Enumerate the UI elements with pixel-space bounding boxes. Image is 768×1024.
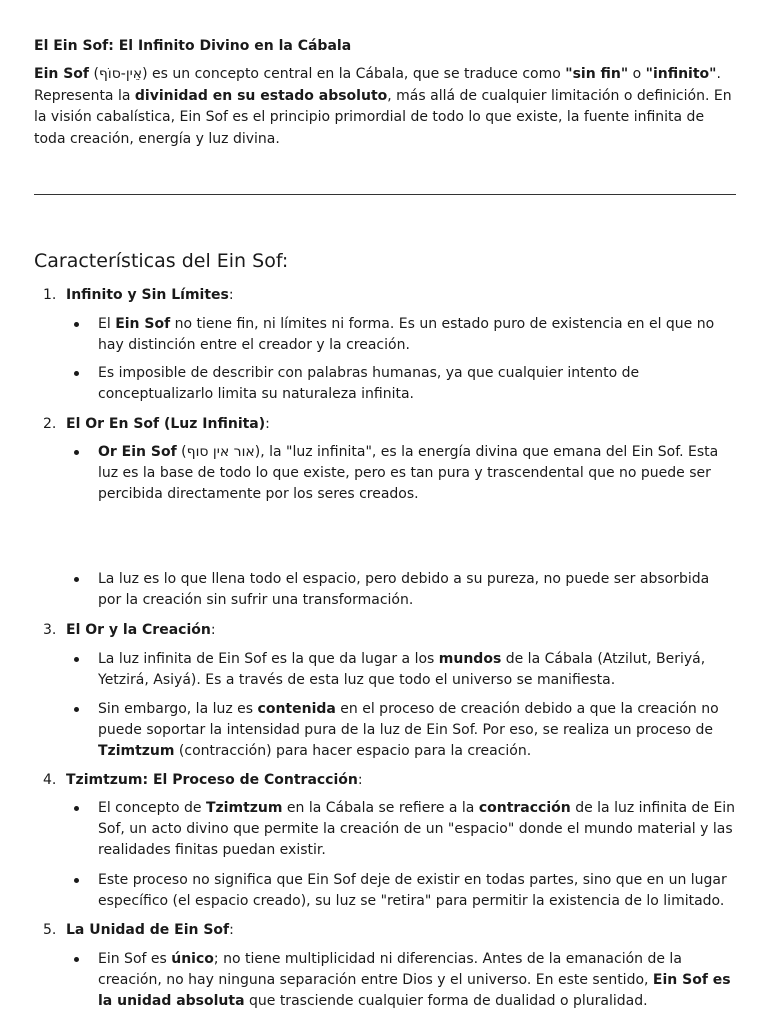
- item-title-suffix: :: [265, 416, 270, 432]
- intro-bold-ein-sof: Ein Sof: [34, 66, 89, 82]
- bullet-text-span: en la Cábala se refiere a la: [282, 800, 479, 816]
- item-title-text: Tzimtzum: El Proceso de Contracción: [66, 772, 358, 788]
- bullet-text-span: que trasciende cualquier forma de dualidad o pluralidad.: [244, 993, 648, 1009]
- item-title-suffix: :: [228, 287, 234, 303]
- bullet-text-span: (contracción) para hacer espacio para la creación.: [174, 743, 532, 759]
- bullet-text-span: de la Cábala (Atzilut, Beriyá, Yetzirá, Asiyá). Es a través de esta luz que todo el universo se manifiesta.: [98, 651, 706, 688]
- intro-bold-sin-fin: "sin fin": [565, 66, 629, 82]
- item-number: 2.: [43, 416, 57, 432]
- bullet-text: [98, 798, 736, 861]
- bullet-bold: Tzimtzum: [205, 800, 283, 816]
- bullet-text-span: ; no tiene multiplicidad ni diferencias. Antes de la emanación de la creación, no hay ninguna separación entre Dios y el universo. En este sentido,: [98, 951, 682, 988]
- bullet-dot-icon: [74, 707, 79, 712]
- bullet-bold: Or Ein Sof: [98, 444, 177, 460]
- bullet-item: [72, 870, 736, 912]
- bullet-item: [72, 363, 736, 405]
- item-title: [66, 620, 216, 640]
- bullet-dot-icon: [74, 450, 79, 455]
- bullet-text: [98, 699, 736, 762]
- bullet-dot-icon: [74, 657, 79, 662]
- intro-bold-divinidad: divinidad en su estado absoluto: [134, 87, 388, 104]
- bullet-text-span: El concepto de: [98, 800, 206, 816]
- intro-text: (אֵין-סוֹף) es un concepto central en la Cábala, que se traduce como: [89, 66, 566, 82]
- bullet-text: La luz es lo que llena todo el espacio, pero debido a su pureza, no puede ser absorbida por la creación sin sufrir una transformación.: [98, 571, 710, 608]
- item-title-suffix: :: [210, 622, 216, 638]
- bullet-item: [72, 442, 736, 505]
- item-title: [66, 285, 234, 305]
- bullet-text: Este proceso no significa que Ein Sof deje de existir en todas partes, sino que en un lugar específico (el espacio creado), su luz se "retira" para permitir la existencia de lo limitado.: [98, 872, 727, 909]
- bullet-bold: contenida: [257, 701, 336, 717]
- bullet-dot-icon: [74, 577, 79, 582]
- item-title: [66, 414, 270, 434]
- bullet-dot-icon: [74, 957, 79, 962]
- intro-bold-infinito: "infinito": [645, 66, 717, 82]
- bullet-text-span: Sin embargo, la luz es: [98, 701, 258, 717]
- bullet-bold: Ein Sof: [115, 316, 171, 332]
- item-title-text: El Or En Sof (Luz Infinita): [66, 416, 266, 432]
- bullet-text-span: El: [98, 316, 116, 332]
- bullet-item: [72, 314, 736, 356]
- intro-text: o: [628, 66, 646, 82]
- bullet-text-span: de la luz infinita de Ein Sof, un acto divino que permite la creación de un "espacio" donde el mundo material y las realidades finitas puedan existir.: [98, 800, 736, 858]
- intro-text: , más allá de cualquier limitación o definición. En la visión cabalística, Ein Sof es el principio primordial de todo lo que existe, la fuente infinita de toda creación, energía y luz divina.: [34, 87, 732, 147]
- bullet-item: [72, 649, 736, 691]
- bullet-text: [98, 442, 736, 505]
- section-heading: Características del Ein Sof:: [34, 250, 289, 272]
- document-title: El Ein Sof: El Infinito Divino en la Cábala: [34, 38, 352, 54]
- bullet-text: [98, 649, 736, 691]
- item-title-text: El Or y la Creación: [66, 622, 211, 638]
- bullet-bold: Tzimtzum: [98, 743, 175, 759]
- horizontal-divider: [34, 194, 736, 195]
- bullet-text-span: La luz infinita de Ein Sof es la que da lugar a los: [98, 651, 439, 667]
- item-title-text: La Unidad de Ein Sof: [66, 922, 230, 938]
- bullet-item: [72, 569, 736, 611]
- bullet-text: [98, 314, 736, 356]
- intro-paragraph: [34, 64, 736, 150]
- bullet-text-span: no tiene fin, ni límites ni forma. Es un estado puro de existencia en el que no hay distinción entre el creador y la creación.: [98, 316, 715, 353]
- item-title: [66, 920, 234, 940]
- bullet-bold: Ein Sof es la unidad absoluta: [98, 972, 731, 1009]
- bullet-bold: contracción: [478, 800, 571, 816]
- bullet-bold: único: [171, 951, 214, 967]
- bullet-item: [72, 798, 736, 861]
- bullet-dot-icon: [74, 878, 79, 883]
- bullet-item: [72, 949, 736, 1012]
- item-number: 4.: [43, 772, 57, 788]
- item-title-suffix: :: [357, 772, 363, 788]
- item-title-text: Infinito y Sin Límites: [66, 287, 229, 303]
- bullet-text-span: Ein Sof es: [98, 951, 172, 967]
- bullet-text: Es imposible de describir con palabras humanas, ya que cualquier intento de conceptualizarlo limita su naturaleza infinita.: [98, 365, 640, 402]
- bullet-dot-icon: [74, 806, 79, 811]
- bullet-item: [72, 699, 736, 762]
- item-number: 3.: [43, 622, 57, 638]
- bullet-bold: mundos: [438, 651, 502, 667]
- bullet-text-span: (אור אין סוף), la "luz infinita", es la energía divina que emana del Ein Sof. Esta luz es la base de todo lo que existe, pero es tan pura y trascendental que no puede ser percibida directamente por los seres creados.: [98, 444, 719, 502]
- bullet-dot-icon: [74, 371, 79, 376]
- bullet-text-span: en el proceso de creación debido a que la creación no puede soportar la intensidad pura de la luz de Ein Sof. Por eso, se realiza un proceso de: [98, 701, 719, 738]
- intro-text: . Representa la: [34, 66, 721, 104]
- item-title-suffix: :: [229, 922, 234, 938]
- bullet-dot-icon: [74, 322, 79, 327]
- item-number: 5.: [43, 922, 57, 938]
- item-title: [66, 770, 363, 790]
- bullet-text: [98, 949, 736, 1012]
- item-number: 1.: [43, 287, 57, 303]
